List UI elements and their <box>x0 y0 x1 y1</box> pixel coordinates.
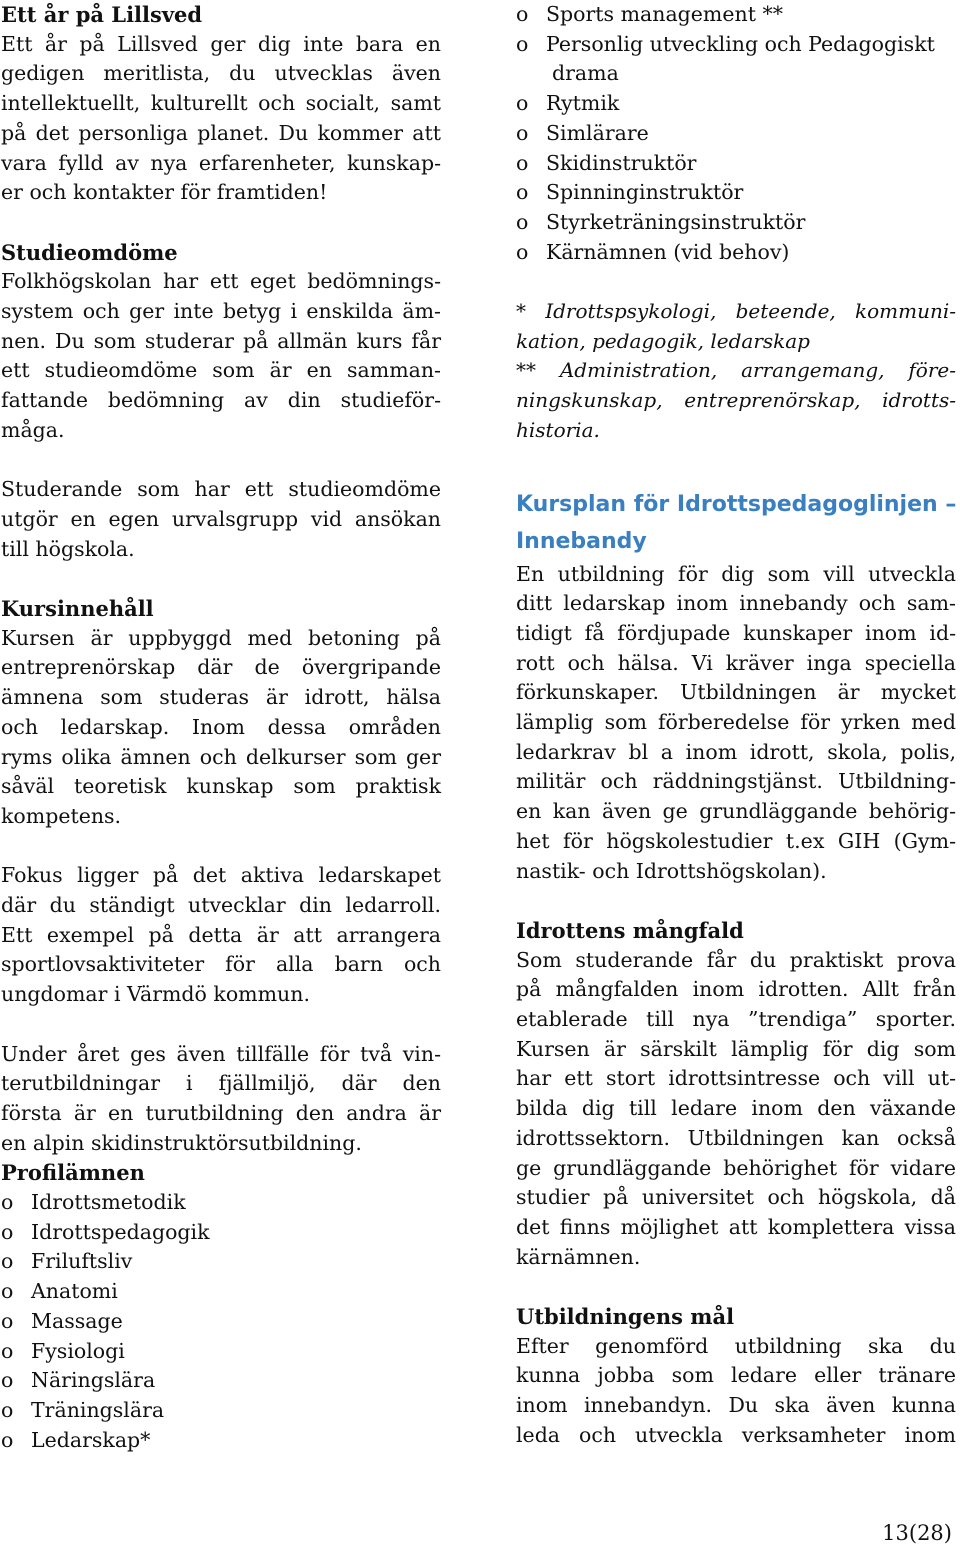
bullet-icon: o <box>1 1308 14 1333</box>
text-line: ungdomar i Värmdö kommun. <box>1 982 310 1007</box>
list-item: o Personlig utveckling och Pedagogiskt drama <box>516 31 935 86</box>
text-line: Efter genomförd utbildning ska du <box>516 1333 956 1358</box>
text-line: terutbildningar i fjällmiljö, där den <box>1 1071 441 1096</box>
list-item: o Sports management ** <box>516 0 956 30</box>
text-line: Under året ges även tillfälle för två vin- <box>1 1041 441 1066</box>
text-line: till högskola. <box>1 536 135 561</box>
footnotes <box>516 297 956 446</box>
text-line: förkunskaper. Utbildningen är mycket <box>516 680 956 705</box>
text-line: Studerande som har ett studieomdöme <box>1 477 441 502</box>
footnote-line: ** Administration, arrangemang, före- <box>516 358 956 383</box>
bullet-icon: o <box>1 1427 14 1452</box>
text-line: nen. Du som studerar på allmän kurs får <box>1 328 441 353</box>
mangfald-heading: Idrottens mångfald <box>516 917 744 943</box>
text-line: entreprenörskap där de övergripande <box>1 655 441 680</box>
bullet-icon: o <box>1 1368 14 1393</box>
page-number: 13(28) <box>882 1521 952 1545</box>
list-item: o Träningslära <box>1 1396 441 1426</box>
text-line: gedigen meritlista, du utvecklas även <box>1 61 441 86</box>
kursinnehall-paragraph <box>1 624 441 832</box>
list-item: o Massage <box>1 1307 441 1337</box>
fokus-paragraph <box>1 861 441 1010</box>
studieomdome-paragraph <box>1 267 441 445</box>
text-line: ledarkrav bl a inom idrott, skola, polis, <box>516 739 956 764</box>
kursplan-paragraph <box>516 560 956 887</box>
text-line: En utbildning för dig som vill utveckla <box>516 561 956 586</box>
text-line: det finns möjlighet att komplettera vissa <box>516 1214 956 1239</box>
list-item: o Friluftsliv <box>1 1247 441 1277</box>
bullet-icon: o <box>1 1279 14 1304</box>
text-line: på mångfalden inom idrotten. Allt från <box>516 977 956 1002</box>
text-line: Kursen är särskilt lämplig för dig som <box>516 1036 956 1061</box>
profil-list <box>1 1188 441 1455</box>
list-item: o Skidinstruktör <box>516 149 956 179</box>
text-line: ryms olika ämnen och delkurser som ger <box>1 744 441 769</box>
bullet-icon: o <box>516 31 529 56</box>
bullet-icon: o <box>1 1338 14 1363</box>
footnote-line: * Idrottspsykologi, beteende, kommuni- <box>516 299 956 324</box>
text-line: ditt ledarskap inom innebandy och sam- <box>516 591 956 616</box>
mal-heading: Utbildningens mål <box>516 1304 735 1330</box>
right-column <box>516 0 956 1451</box>
studieomdome-heading: Studieomdöme <box>1 239 178 265</box>
text-line: etablerade till nya ”trendiga” sporter. <box>516 1007 956 1032</box>
footnote-line: historia. <box>516 417 600 442</box>
list-item: o Anatomi <box>1 1277 441 1307</box>
text-line: och ledarskap. Inom dessa områden <box>1 714 441 739</box>
bullet-icon: o <box>1 1190 14 1215</box>
text-line: tidigt få fördjupade kunskaper inom id- <box>516 620 956 645</box>
text-line: första är en turutbildning den andra är <box>1 1100 441 1125</box>
footnote-line: kation, pedagogik, ledarskap <box>516 328 810 353</box>
text-line: fattande bedömning av din studieför- <box>1 388 441 413</box>
text-line: het för högskolestudier t.ex GIH (Gym- <box>516 828 956 853</box>
text-line: Kursen är uppbyggd med betoning på <box>1 625 441 650</box>
text-line: kunna jobba som ledare eller tränare <box>516 1363 956 1388</box>
text-line: ett studieomdöme som är en samman- <box>1 358 441 383</box>
text-line: en alpin skidinstruktörsutbildning. <box>1 1130 362 1155</box>
bullet-icon: o <box>1 1219 14 1244</box>
text-line: studier på universitet och högskola, då <box>516 1185 956 1210</box>
list-item: o Fysiologi <box>1 1337 441 1367</box>
mangfald-paragraph <box>516 946 956 1273</box>
bullet-icon: o <box>516 239 529 264</box>
urval-paragraph <box>1 475 441 564</box>
footnote-line: ningskunskap, entreprenörskap, idrotts- <box>516 388 956 413</box>
list-item: o Rytmik <box>516 89 956 119</box>
text-line: Som studerande får du praktiskt prova <box>516 947 956 972</box>
text-line: Ett exempel på detta är att arrangera <box>1 922 441 947</box>
list-item: o Spinninginstruktör <box>516 178 956 208</box>
intro-heading: Ett år på Lillsved <box>1 2 203 27</box>
text-line: inom innebandyn. Du ska även kunna <box>516 1393 956 1418</box>
intro-paragraph <box>1 30 441 208</box>
left-column <box>1 0 441 1455</box>
kursinnehall-heading: Kursinnehåll <box>1 596 154 622</box>
text-line: såväl teoretisk kunskap som praktisk <box>1 774 441 799</box>
bullet-icon: o <box>1 1249 14 1274</box>
text-line: militär och räddningstjänst. Utbildning- <box>516 769 956 794</box>
kursplan-title <box>516 486 956 560</box>
mal-paragraph <box>516 1332 956 1451</box>
text-line: där du ständigt utvecklar din ledarroll. <box>1 893 441 918</box>
profil-list-continued <box>516 0 956 267</box>
bullet-icon: o <box>516 180 529 205</box>
profil-heading: Profilämnen <box>1 1160 145 1186</box>
text-line: ämnena som studeras är idrott, hälsa <box>1 685 441 710</box>
list-item: o Ledarskap* <box>1 1426 441 1456</box>
text-line: har ett stort idrottsintresse och vill ut- <box>516 1066 956 1091</box>
text-line: lämplig som förberedelse för yrken med <box>516 710 956 735</box>
text-line: bilda dig till ledare inom den växande <box>516 1096 956 1121</box>
text-line: nastik- och Idrottshögskolan). <box>516 858 827 883</box>
title-line: Kursplan för Idrottspedagoglinjen – <box>516 491 957 517</box>
text-line: måga. <box>1 417 65 442</box>
text-line: på det personliga planet. Du kommer att <box>1 120 441 145</box>
list-item: o Kärnämnen (vid behov) <box>516 238 956 268</box>
text-line: Ett år på Lillsved ger dig inte bara en <box>1 31 441 56</box>
title-line: Innebandy <box>516 528 647 554</box>
bullet-icon: o <box>1 1397 14 1422</box>
list-item: o Styrketräningsinstruktör <box>516 208 956 238</box>
under-aret-paragraph <box>1 1040 441 1159</box>
text-line: intellektuellt, kulturellt och socialt, samt <box>1 91 441 116</box>
bullet-icon: o <box>516 120 529 145</box>
bullet-icon: o <box>516 91 529 116</box>
text-line: system och ger inte betyg i enskilda äm- <box>1 299 441 324</box>
bullet-icon: o <box>516 209 529 234</box>
list-item: o Idrottspedagogik <box>1 1218 441 1248</box>
text-line: rott och hälsa. Vi kräver inga speciella <box>516 650 956 675</box>
list-item: o Idrottsmetodik <box>1 1188 441 1218</box>
bullet-icon: o <box>516 150 529 175</box>
text-line: sportlovsaktiviteter för alla barn och <box>1 952 441 977</box>
bullet-icon: o <box>516 2 529 26</box>
list-item: o Simlärare <box>516 119 956 149</box>
text-line: Fokus ligger på det aktiva ledarskapet <box>1 863 441 888</box>
text-line: kompetens. <box>1 803 122 828</box>
text-line: en kan även ge grundläggande behörig- <box>516 799 956 824</box>
text-line: utgör en egen urvalsgrupp vid ansökan <box>1 506 441 531</box>
text-line: kärnämnen. <box>516 1244 641 1269</box>
text-line: idrottssektorn. Utbildningen kan också <box>516 1125 956 1150</box>
text-line: ge grundläggande behörighet för vidare <box>516 1155 956 1180</box>
text-line: vara fylld av nya erfarenheter, kunskap- <box>1 150 441 175</box>
text-line: Folkhögskolan har ett eget bedömnings- <box>1 269 441 294</box>
text-line: leda och utveckla verksamheter inom <box>516 1422 956 1447</box>
list-item: o Näringslära <box>1 1366 441 1396</box>
text-line: er och kontakter för framtiden! <box>1 180 328 205</box>
